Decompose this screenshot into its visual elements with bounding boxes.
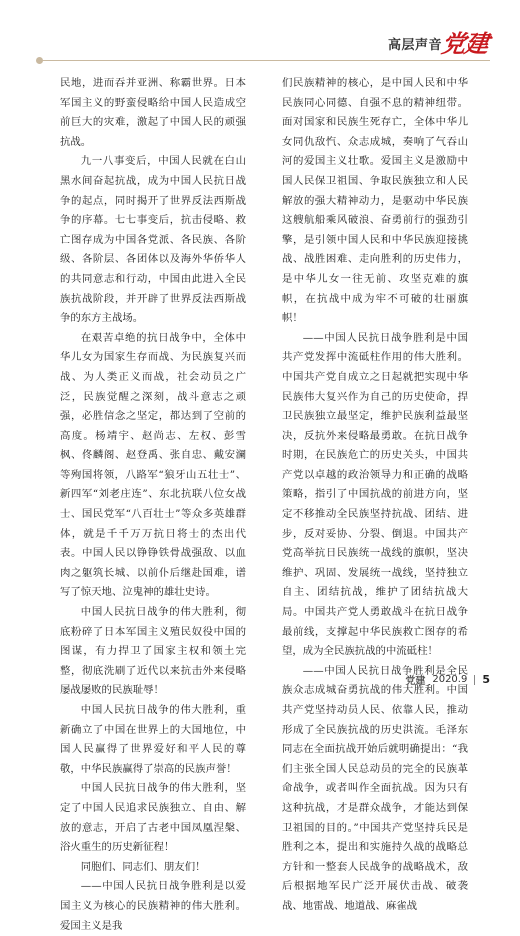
- article-paragraph: 中国人民抗日战争的伟大胜利，彻底粉碎了日本军国主义殖民奴役中国的图谋，有力捍卫了国家主权和领土完整，彻底洗刷了近代以来抗击外来侵略屡战屡败的民族耻辱！: [60, 606, 246, 697]
- section-title: 高层声音: [387, 38, 442, 53]
- footer-separator: [474, 675, 475, 685]
- article-paragraph: ——中国人民抗日战争胜利是以爱国主义为核心的民族精神的伟大胜利。爱国主义是我: [60, 880, 246, 932]
- article-paragraph: 们民族精神的核心，是中国人民和中华民族同心同德、自强不息的精神纽带。面对国家和民族生死存亡，全体中华儿女同仇敌忾、众志成城，奏响了气吞山河的爱国主义壮歌。爱国主义是激励中国人民保卫祖国、争取民族独立和人民解放的强大精神动力，是驱动中华民族这艘航船乘风破浪、奋勇前行的强劲引擎，是引领中国人民和中华民族迎接挑战、战胜困难、走向胜利的历史伟力，是中华儿女一往无前、攻坚克难的旗帜，在抗战中成为牢不可破的壮丽旗帜！: [282, 77, 468, 325]
- footer-issue: 2020.9: [432, 674, 468, 685]
- article-paragraph: ——中国人民抗日战争胜利是中国共产党发挥中流砥柱作用的伟大胜利。中国共产党自成立之日起就把实现中华民族伟大复兴作为自己的历史使命，捍卫民族独立最坚定，维护民族利益最坚决，反抗外来侵略最勇敢。在抗日战争时期，在民族危亡的历史关头，中国共产党以卓越的政治领导力和正确的战略策略，指引了中国抗战的前进方向，坚定不移推动全民族坚持抗战、团结、进步，反对妥协、分裂、倒退。中国共产党高举抗日民族统一战线的旗帜，坚决维护、巩固、发展统一战线，坚持独立自主、团结抗战，维护了团结抗战大局。中国共产党人勇敢战斗在抗日战争最前线，支撑起中华民族救亡图存的希望，成为全民族抗战的中流砥柱！: [282, 331, 468, 658]
- article-paragraph: 同胞们、同志们、朋友们！: [80, 860, 206, 873]
- article-paragraph: ——中国人民抗日战争胜利是全民族众志成城奋勇抗战的伟大胜利。中国共产党坚持动员人民、依靠人民，推动形成了全民族抗战的历史洪流。毛泽东同志在全面抗战开始后就明确提出：“我们主张全国人民总动员的完全的民族革命战争，或者叫作全面抗战。因为只有这种抗战，才是群众战争，才能达到保卫祖国的目的。”中国共产党坚持兵民是胜利之本，提出和实施持久战的战略总方针和一整套人民战争的战略战术，敌后根据地军民广泛开展伏击战、破袭战、地雷战、地道战、麻雀战: [282, 664, 468, 912]
- magazine-logo: 党建: [439, 29, 490, 58]
- article-paragraph: 在艰苦卓绝的抗日战争中，全体中华儿女为国家生存而战、为民族复兴而战、为人类正义而战，社会动员之广泛，民族觉醒之深刻，战斗意志之顽强，必胜信念之坚定，都达到了空前的高度。杨靖宇、赵尚志、左权、彭雪枫、佟麟阁、赵登禹、张自忠、戴安澜等殉国将领，八路军“狼牙山五壮士”、新四军“刘老庄连”、东北抗联八位女战士、国民党军“八百壮士”等众多英雄群体，就是千千万万抗日将士的杰出代表。中国人民以铮铮铁骨战强敌、以血肉之躯筑长城、以前仆后继赴国难，谱写了惊天地、泣鬼神的雄壮史诗。: [60, 331, 246, 599]
- article-paragraph: 中国人民抗日战争的伟大胜利，重新确立了中国在世界上的大国地位，中国人民赢得了世界爱好和平人民的尊敬，中华民族赢得了崇高的民族声誉！: [60, 704, 246, 775]
- article-paragraph: 九一八事变后，中国人民就在白山黑水间奋起抗战，成为中国人民抗日战争的起点，同时揭开了世界反法西斯战争的序幕。七七事变后，抗击侵略、救亡图存成为中国各党派、各民族、各阶级、各阶层、各团体以及海外华侨华人的共同意志和行动，中国由此进入全民族抗战阶段，并开辟了世界反法西斯战争的东方主战场。: [60, 155, 246, 325]
- article-paragraph: 中国人民抗日战争的伟大胜利，坚定了中国人民追求民族独立、自由、解放的意志，开启了古老中国凤凰涅槃、浴火重生的历史新征程！: [60, 782, 246, 854]
- header-divider: [40, 60, 490, 61]
- article-paragraph: 民地，进而吞并亚洲、称霸世界。日本军国主义的野蛮侵略给中国人民造成空前巨大的灾难，激起了中国人民的顽强抗战。: [60, 77, 246, 148]
- footer-magazine-name: 党建: [405, 676, 426, 687]
- page-header: [0, 0, 520, 66]
- page-number: 5: [482, 673, 490, 686]
- article-column-right: [282, 74, 468, 917]
- page-footer: [405, 672, 490, 687]
- article-column-left: [60, 74, 246, 936]
- header-divider-dot: [36, 57, 43, 64]
